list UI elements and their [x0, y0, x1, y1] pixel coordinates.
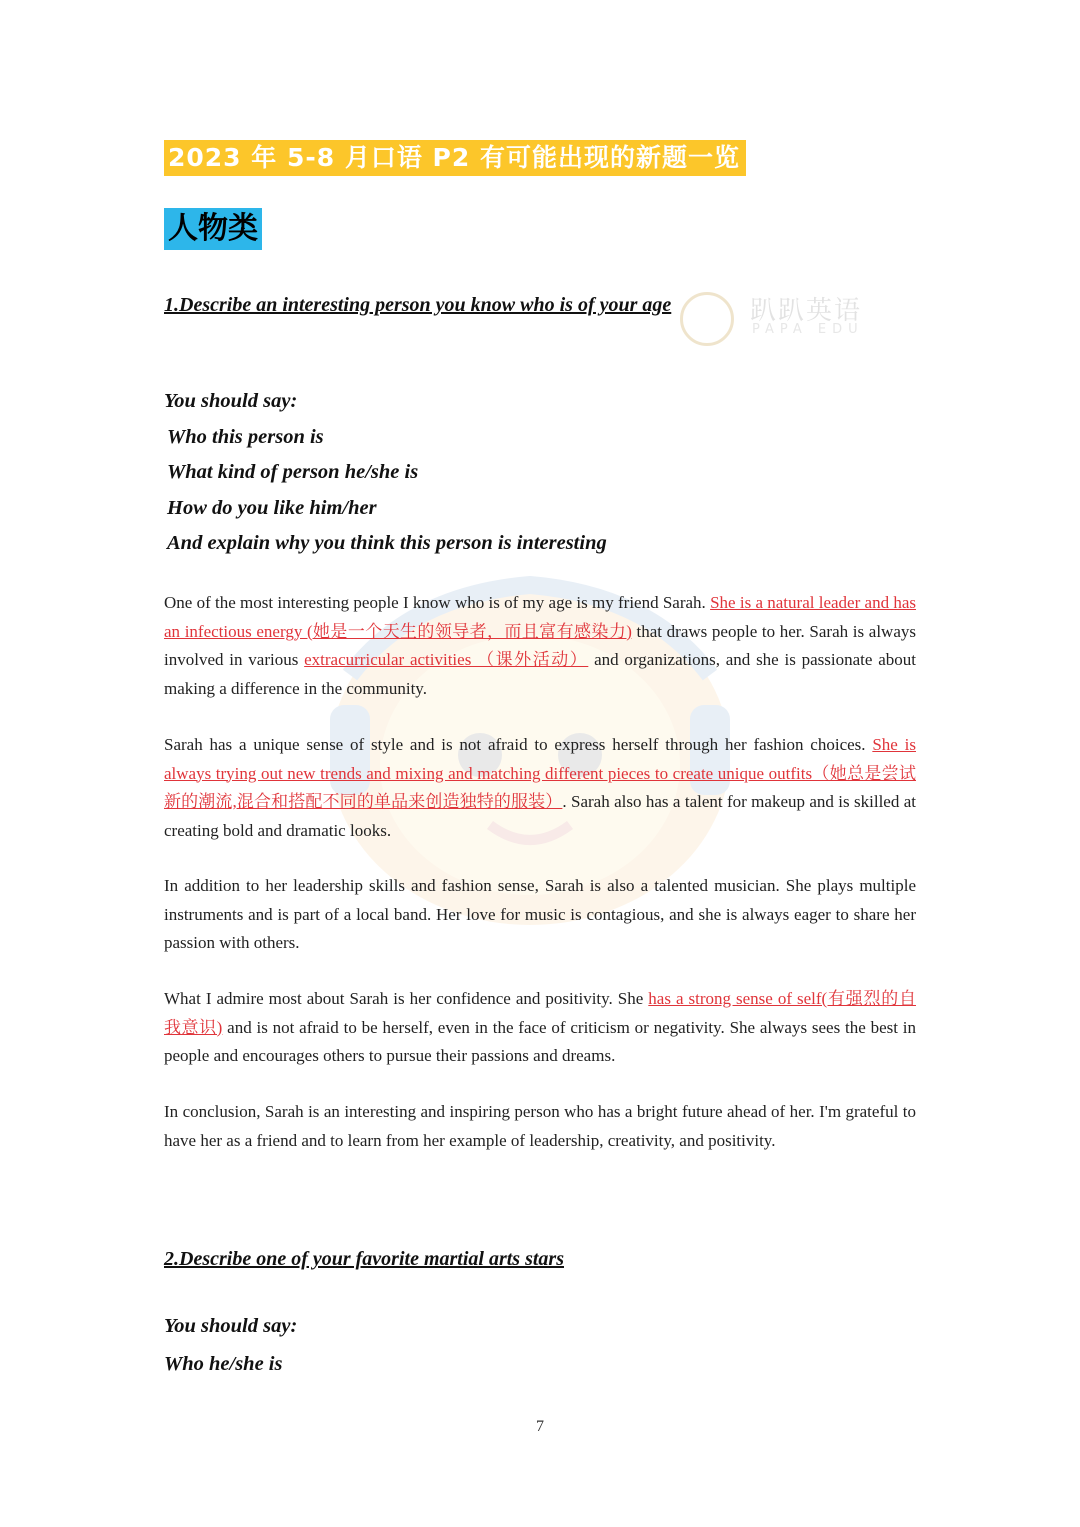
question-1-prompts	[164, 384, 607, 562]
brand-logo-icon	[680, 292, 734, 346]
highlighted-phrase: She is a natural leader and has an infectious energy (她是一个天生的领导者，而且富有感染力)	[164, 593, 916, 641]
prompt-item: Who he/she is	[164, 1352, 283, 1375]
prompt-heading: You should say:	[164, 1315, 298, 1337]
prompt-item: How do you like him/her	[167, 496, 377, 519]
question-2-prompts	[164, 1309, 297, 1382]
answer-paragraph-3: In addition to her leadership skills and fashion sense, Sarah is also a talented musician. She plays multiple instruments and is part of a local band. Her love for music is contagious, and she is always eager to share her passion with others.	[164, 876, 916, 952]
highlighted-phrase: She is always trying out new trends and mixing and matching different pieces to create unique outfits（她总是尝试新的潮流,混合和搭配不同的单品来创造独特的服装）	[164, 735, 916, 811]
paragraph-text: that draws people to her. Sarah is always involved in various	[164, 621, 916, 669]
answer-paragraph-4	[164, 985, 916, 1071]
page-number: 7	[536, 1418, 544, 1435]
brand-name-en: PAPA EDU	[752, 322, 864, 337]
paragraph-text: Sarah has a unique sense of style and is not afraid to express herself through her fashion choices.	[164, 735, 873, 754]
prompt-heading: You should say:	[164, 390, 298, 412]
prompt-item: And explain why you think this person is interesting	[167, 532, 607, 554]
paragraph-text: What I admire most about Sarah is her confidence and positivity. She	[164, 989, 649, 1008]
highlighted-phrase: has a strong sense of self(有强烈的自我意识)	[164, 989, 916, 1037]
brand-watermark	[680, 288, 870, 348]
prompt-item: What kind of person he/she is	[167, 461, 419, 483]
paragraph-text: . Sarah also has a talent for makeup and is skilled at creating bold and dramatic looks.	[164, 792, 917, 840]
highlighted-phrase: extracurricular activities （课外活动）	[304, 650, 589, 669]
question-2-title: 2.Describe one of your favorite martial arts stars	[164, 1248, 564, 1270]
category-heading: 人物类	[164, 208, 262, 250]
answer-paragraph-1	[164, 589, 916, 703]
answer-paragraph-5: In conclusion, Sarah is an interesting and inspiring person who has a bright future ahead of her. I'm grateful to have her as a friend and to learn from her example of leadership, creativity, and positivity.	[164, 1102, 916, 1150]
prompt-item: Who this person is	[167, 425, 324, 448]
paragraph-text: and organizations, and she is passionate about making a difference in the community.	[164, 650, 916, 698]
paragraph-text: One of the most interesting people I know who is of my age is my friend Sarah.	[164, 593, 711, 612]
paragraph-text: and is not afraid to be herself, even in the face of criticism or negativity. She always sees the best in people and encourages others to pursue their passions and dreams.	[164, 1017, 917, 1065]
question-1-title: 1.Describe an interesting person you know who is of your age	[164, 294, 672, 316]
brand-name-cn: 趴趴英语	[750, 296, 863, 326]
section-banner: 2023 年 5-8 月口语 P2 有可能出现的新题一览	[164, 140, 746, 176]
answer-paragraph-2	[164, 731, 916, 845]
